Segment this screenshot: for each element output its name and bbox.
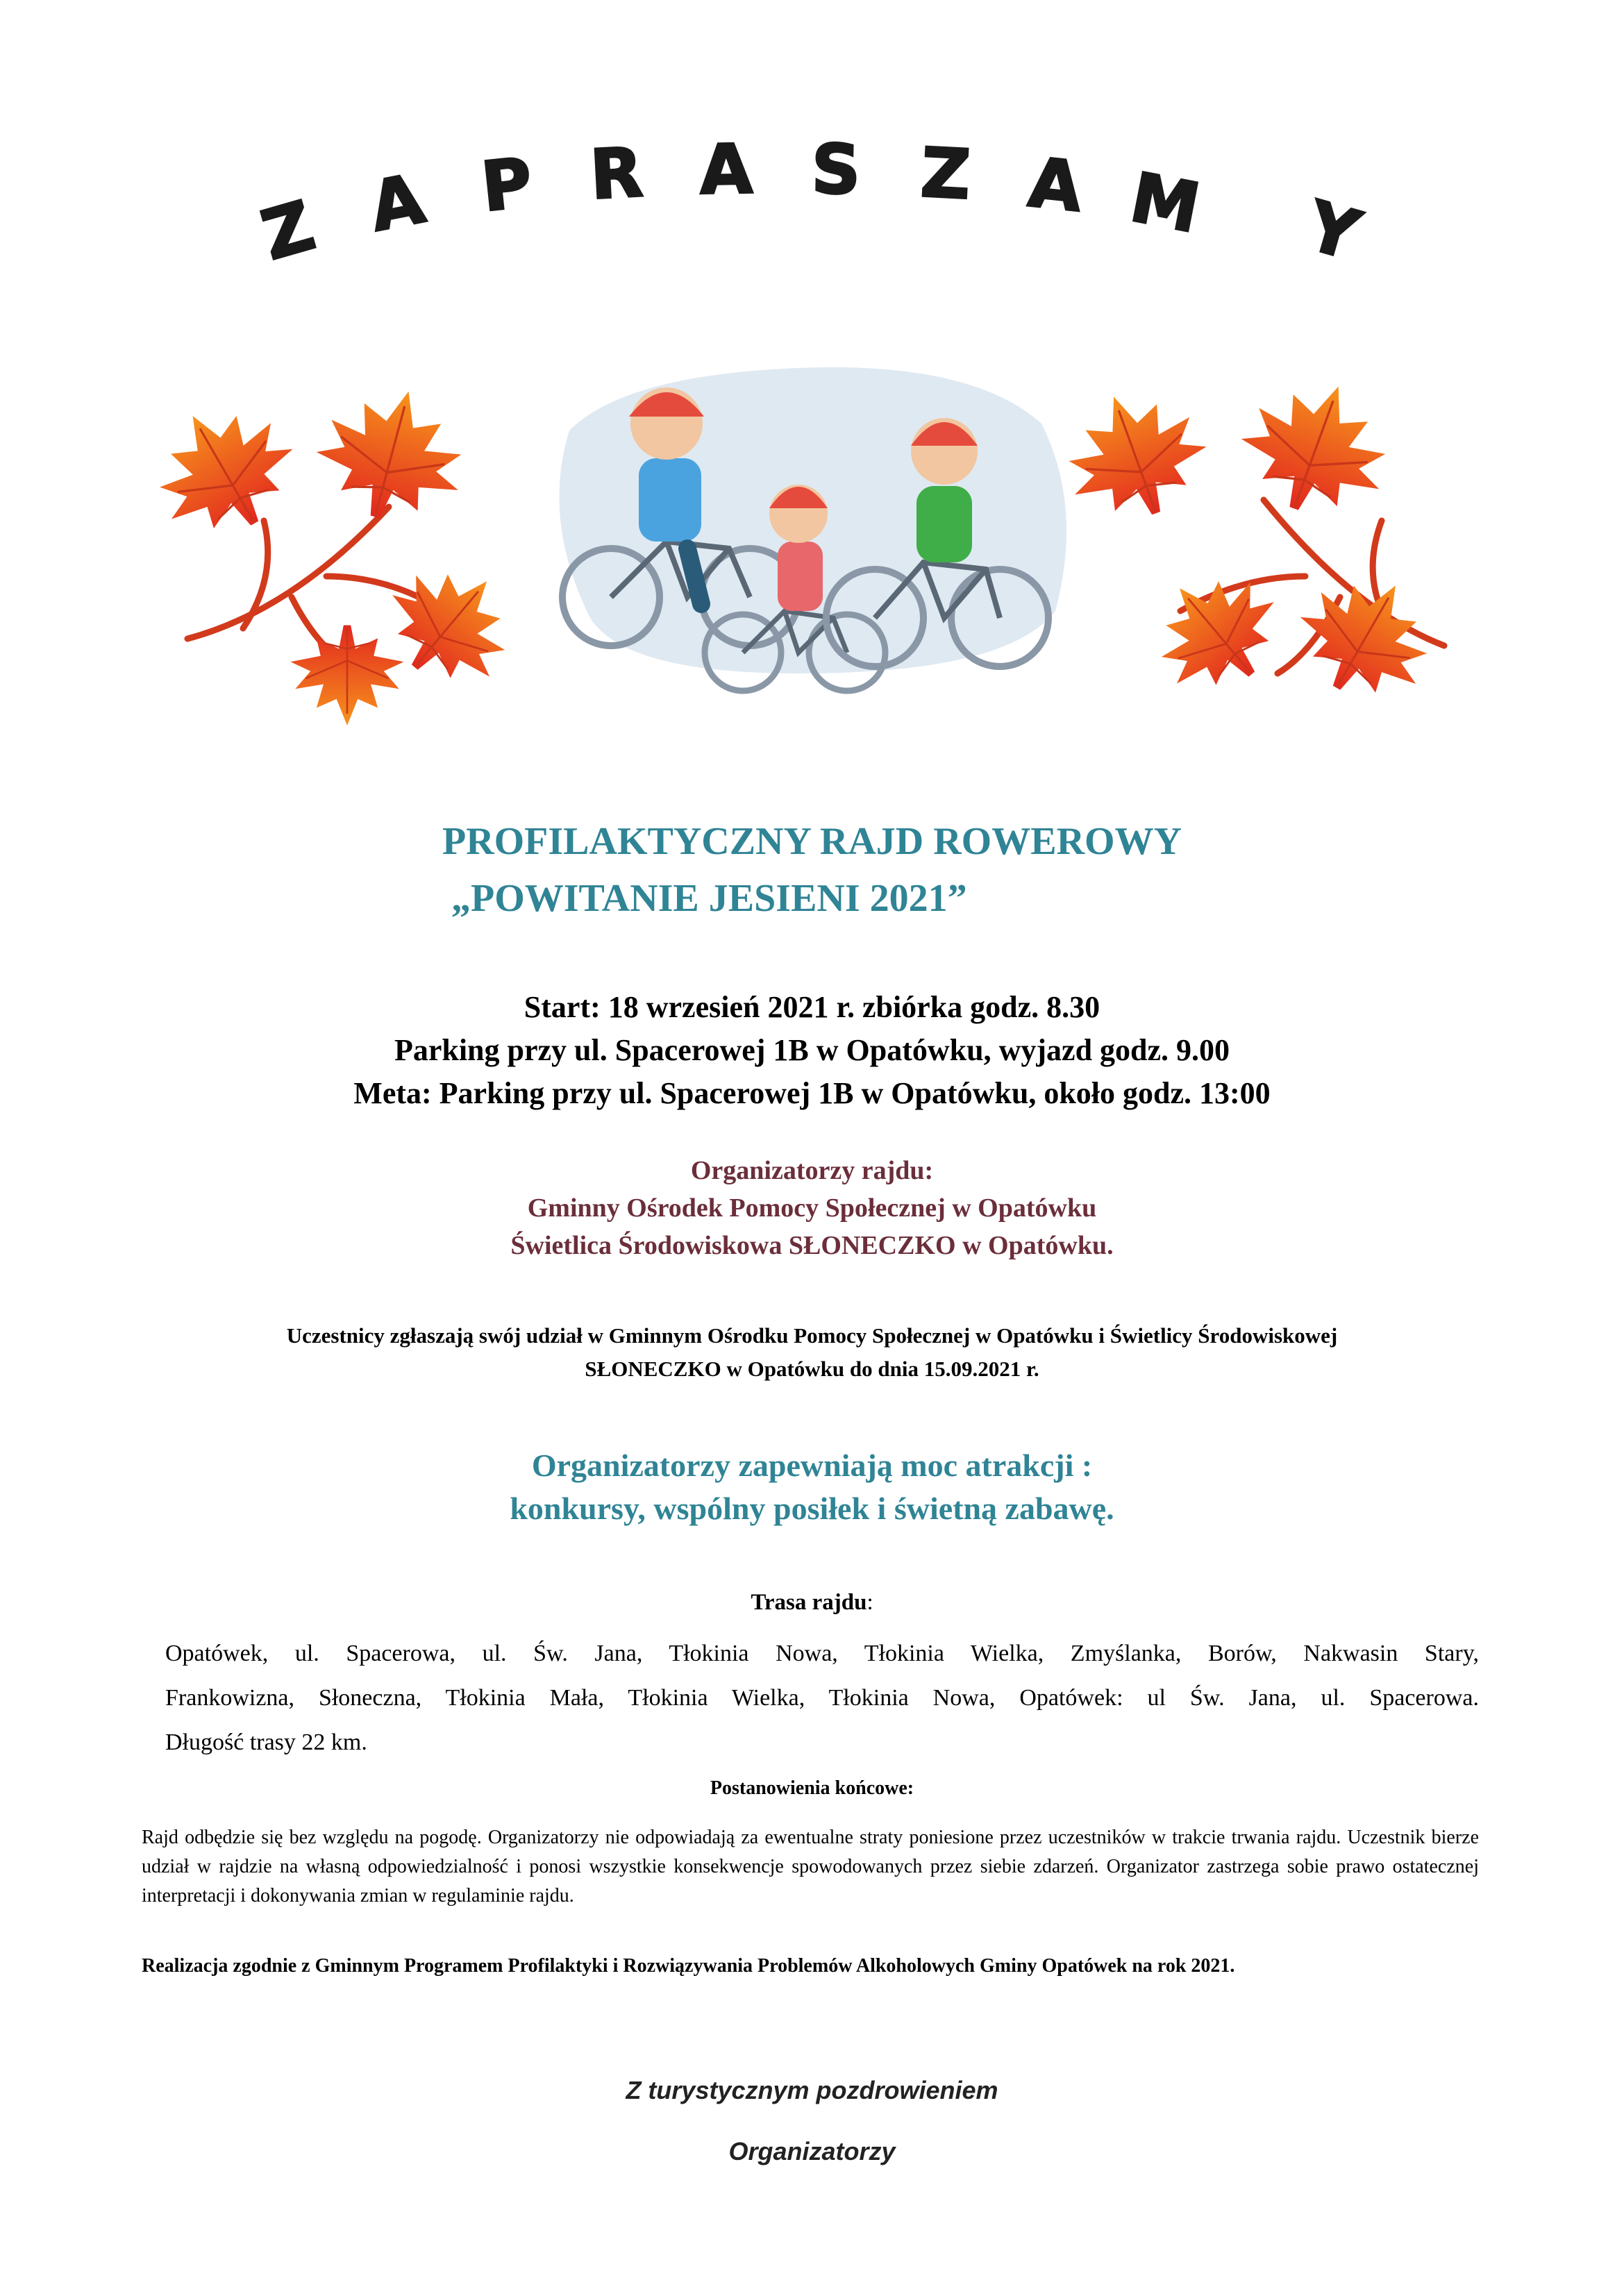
final-provisions-text: Rajd odbędzie się bez względu na pogodę. Organizatorzy nie odpowiadają za ewentualne straty poniesione przez uczestników w trakcie trwania rajdu. Uczestnik bierze udział w rajdzie na własną odpowiedzialność i ponosi wszystkie konsekwencje spowodowanych przez siebie zdarzeń. Organizator zastrzega sobie prawo ostatecznej interpretacji i dokonywania zmian w regulaminie rajdu. [142,1827,1479,1907]
header-arc-title [0,125,1624,276]
route-length: Długość trasy 22 km. [165,1729,367,1755]
cycling-illustration [0,347,1624,736]
header-letter: M [1124,158,1206,249]
attractions-line-1: Organizatorzy zapewniają moc atrakcji : [531,1448,1093,1483]
header-letter: A [363,159,431,248]
realization-note: Realizacja zgodnie z Gminnym Programem Profilaktyki i Rozwiązywania Problemów Alkoholowych Gminy Opatówek na rok 2021. [142,1955,1235,1977]
route-description [165,1632,1479,1765]
final-provisions-heading: Postanowienia końcowe: [710,1777,914,1799]
route-line-2: Frankowizna, Słoneczna, Tłokinia Mała, Tłokinia Wielka, Tłokinia Nowa, Opatówek: ul Św. Jana, ul. Spacerowa. [165,1685,1479,1711]
organizer-swietlica: Świetlica Środowiskowa SŁONECZKO w Opatówku. [510,1231,1114,1260]
event-title: PROFILAKTYCZNY RAJD ROWEROWY [442,820,1182,863]
organizers-heading: Organizatorzy rajdu: [690,1156,934,1185]
maple-leaves-left-icon [132,372,535,726]
organizer-gops: Gminny Ośrodek Pomocy Społecznej w Opatówku [527,1193,1097,1223]
attractions-line-2: konkursy, wspólny posiłek i świetną zabawę. [510,1491,1114,1526]
start-info: Start: 18 wrzesień 2021 r. zbiórka godz. 8.30 [524,990,1100,1024]
header-letter: Y [1298,186,1368,276]
route-label-colon: : [867,1590,873,1615]
registration-line-2: SŁONECZKO w Opatówku do dnia 15.09.2021 r. [585,1357,1039,1381]
finish-info: Meta: Parking przy ul. Spacerowej 1B w Opatówku, około godz. 13:00 [353,1076,1271,1110]
event-subtitle: „POWITANIE JESIENI 2021” [451,877,967,920]
header-letter: S [810,130,862,210]
closing-signature: Organizatorzy [728,2137,896,2165]
route-line-1: Opatówek, ul. Spacerowa, ul. Św. Jana, Tłokinia Nowa, Tłokinia Wielka, Zmyślanka, Borów, Nakwasin Stary, [165,1641,1479,1666]
route-label: Trasa rajdu [751,1590,867,1615]
header-letter: R [588,133,645,215]
parking-info: Parking przy ul. Spacerowej 1B w Opatówku, wyjazd godz. 9.00 [394,1033,1230,1067]
header-letter: P [478,143,536,228]
registration-line-1: Uczestnicy zgłaszają swój udział w Gminnym Ośrodku Pomocy Społecznej w Opatówku i Świetlicy Środowiskowej [286,1323,1338,1348]
header-letter: A [699,130,753,210]
closing-greeting: Z turystycznym pozdrowieniem [626,2076,998,2104]
header-letter: Z [253,186,323,276]
maple-leaves-right-icon [1048,362,1453,721]
header-letter: Z [919,133,973,215]
route-heading [0,1590,1624,1616]
header-letter: A [1025,143,1086,228]
